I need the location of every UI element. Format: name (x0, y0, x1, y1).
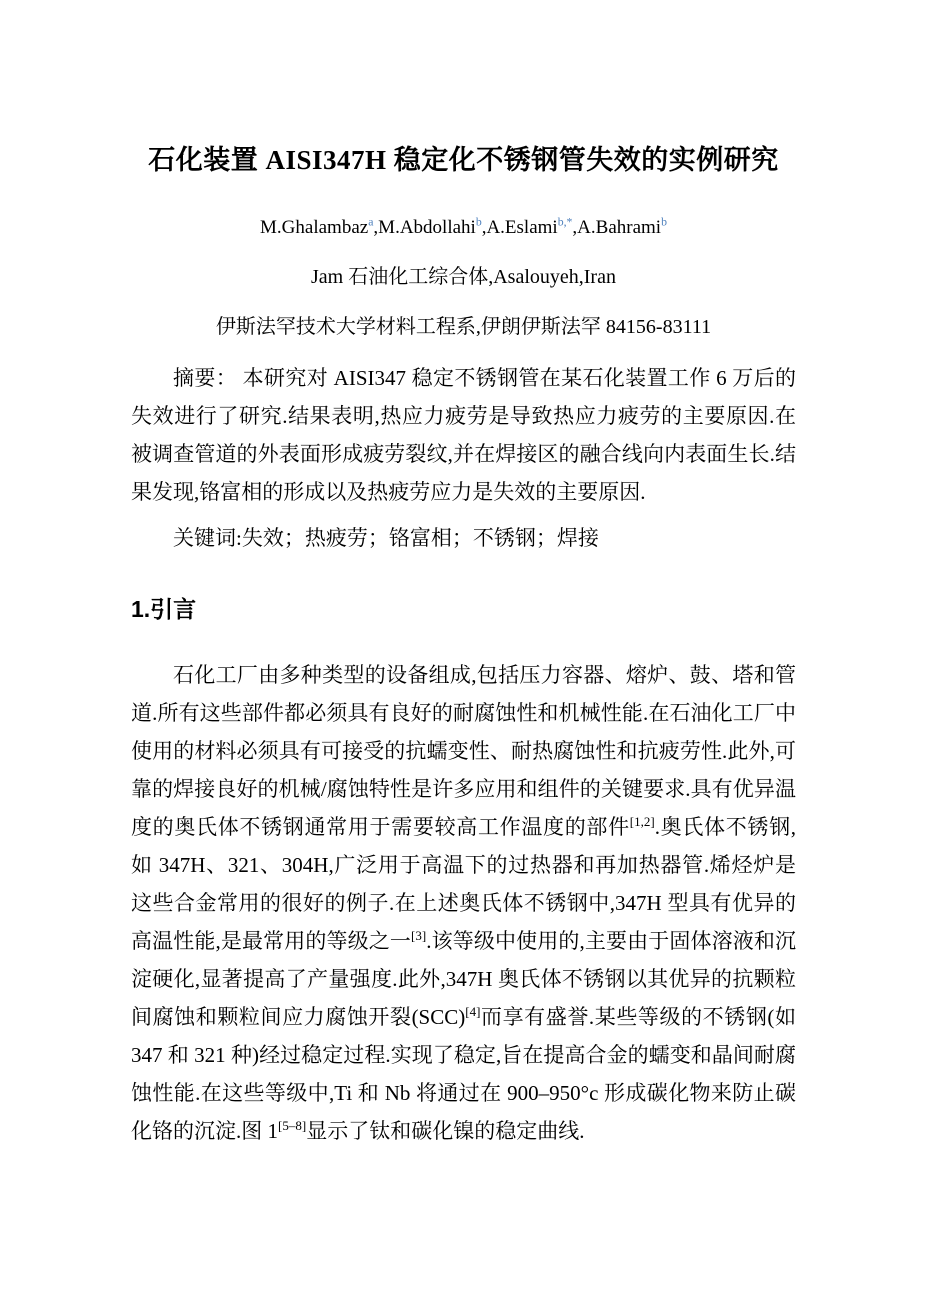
abstract-paragraph: 摘要： 本研究对 AISI347 稳定不锈钢管在某石化装置工作 6 万后的失效进行了研究.结果表明,热应力疲劳是导致热应力疲劳的主要原因.在被调查管道的外表面形成疲劳裂纹,并在焊接区的融合线向内表面生长.结果发现,铬富相的形成以及热疲劳应力是失效的主要原因. (131, 365, 796, 504)
affiliation-company: Jam 石油化工综合体,Asalouyeh,Iran (311, 265, 616, 288)
affiliation-university: 伊斯法罕技术大学材料工程系,伊朗伊斯法罕 84156-83111 (215, 315, 712, 338)
introduction-paragraph: 石化工厂由多种类型的设备组成,包括压力容器、熔炉、鼓、塔和管道.所有这些部件都必须具有良好的耐腐蚀性和机械性能.在石油化工厂中使用的材料必须具有可接受的抗蠕变性、耐热腐蚀性和抗疲劳性.此外,可靠的焊接良好的机械/腐蚀特性是许多应用和组件的关键要求.具有优异温度的奥氏体不锈钢通常用于需要较高工作温度的部件[1,2].奥氏体不锈钢,如 347H、321、304H,广泛用于高温下的过热器和再加热器管.烯烃炉是这些合金常用的很好的例子.在上述奥氏体不锈钢中,347H 型具有优异的高温性能,是最常用的等级之一[3].该等级中使用的,主要由于固体溶液和沉淀硬化,显著提高了产量强度.此外,347H 奥氏体不锈钢以其优异的抗颗粒间腐蚀和颗粒间应力腐蚀开裂(SCC)[4]而享有盛誉.某些等级的不锈钢(如 347 和 321 种)经过稳定过程.实现了稳定,旨在提高合金的蠕变和晶间耐腐蚀性能.在这些等级中,Ti 和 Nb 将通过在 900–950°c 形成碳化物来防止碳化铬的沉淀.图 1[5–8]显示了钛和碳化镍的稳定曲线. (131, 662, 797, 1143)
section-heading-introduction: 1.引言 (131, 595, 197, 622)
author-line: M.Ghalambaz$^a$,M.Abdollahi$^b$,A.Eslami$^{b,*}$,A.Bahrami$^b$ (260, 215, 667, 239)
keywords-line: 关键词:失效；热疲劳；铬富相；不锈钢；焊接 (173, 525, 599, 550)
paper-title: 石化装置 AISI347H 稳定化不锈钢管失效的实例研究 (148, 145, 779, 175)
